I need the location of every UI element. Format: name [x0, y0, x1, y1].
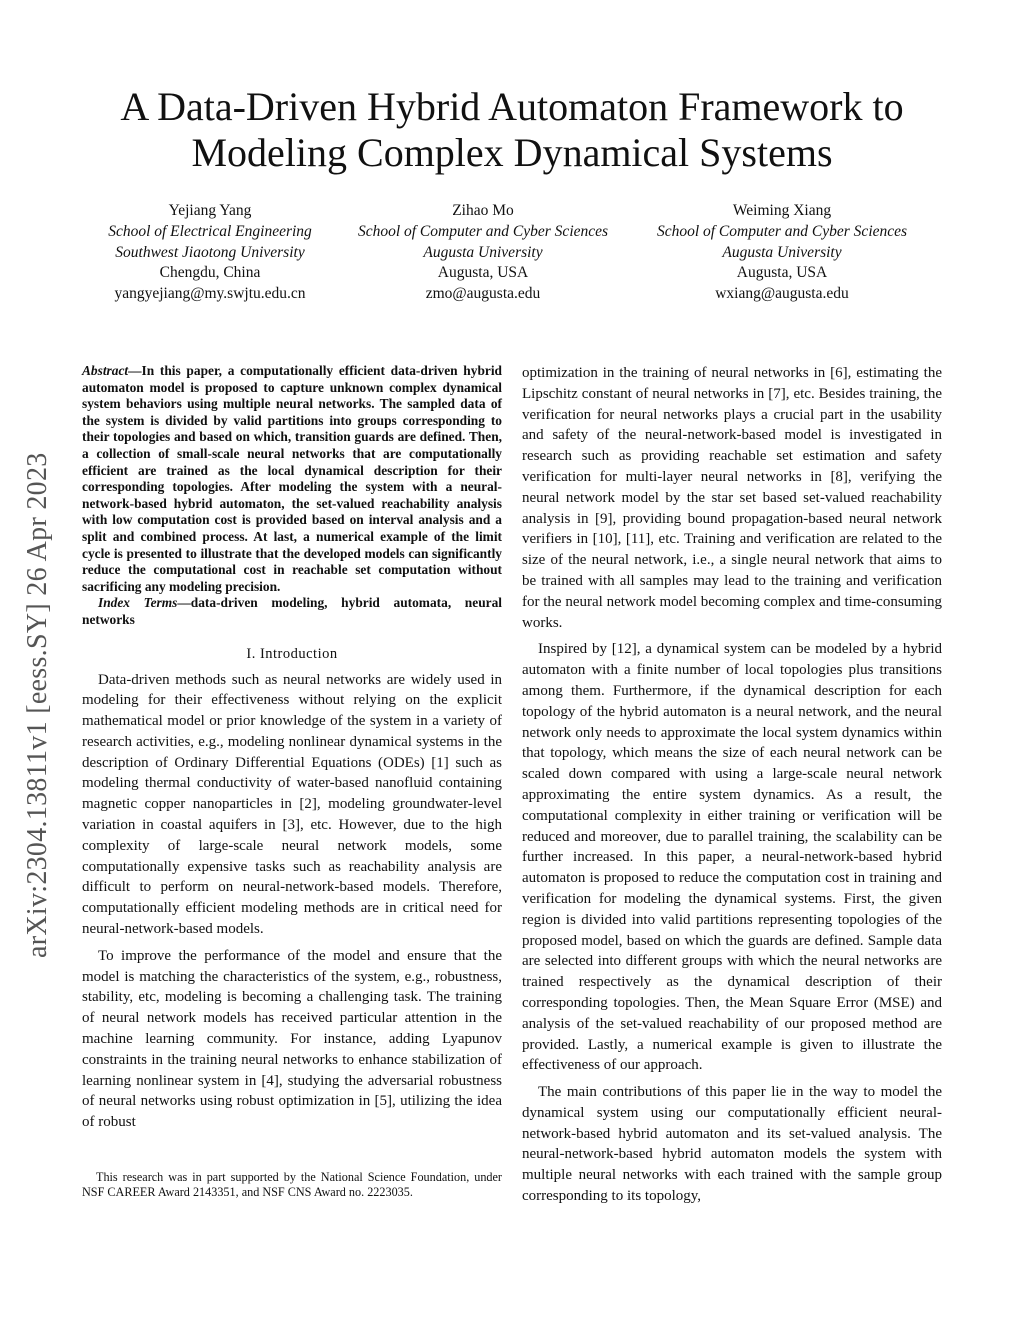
author-2 [338, 201, 628, 305]
section-heading-introduction: I. Introduction [246, 645, 338, 662]
title-line-2: Modeling Complex Dynamical Systems [191, 130, 833, 175]
right-paragraph-1: optimization in the training of neural networks in [6], estimating the Lipschitz constant of neural networks in [7], etc. Besides training, the verification for neural networks plays a crucial part in the usability and safety of the neural-network-based model is investigated in research such as providing reachable set estimation and safety verification for multi-layer neural networks in [8], verifying the neural network model by the star set based set-valued reachability analysis in [9], providing bound propagation-based neural network verifiers in [10], [11], etc. Training and verification are related to the size of the neural network, i.e., a single neural network that aims to be trained with all samples may lead to the training and verification for the neural network model becoming complex and time-consuming works. [522, 365, 942, 631]
arxiv-identifier: arXiv:2304.13811v1 [eess.SY] 26 Apr 2023 [22, 452, 53, 958]
author-institution: Augusta University [423, 243, 543, 261]
author-location: Augusta, USA [437, 264, 529, 282]
author-email[interactable]: yangyejiang@my.swjtu.edu.cn [114, 285, 306, 303]
index-terms-label: Index Terms [98, 595, 178, 611]
intro-paragraph-2: To improve the performance of the model and ensure that the model is matching the characteristics of the system, e.g., robustness, stability, etc, modeling is becoming a challenging task. The training of neural network models has received particular attention in the machine learning community. For instance, adding Lyapunov constraints in the training neural networks to enhance stabilization of learning nonlinear system in [4], studying the adversarial robustness of neural networks using robust optimization in [5], utilizing the idea of robust [82, 947, 502, 1131]
author-name: Yejiang Yang [168, 202, 252, 219]
paper-title [60, 84, 964, 176]
index-terms-text: —data-driven modeling, hybrid automata, neural networks [82, 595, 503, 627]
right-paragraph-2: Inspired by [12], a dynamical system can be modeled by a hybrid automaton with a finite number of local topologies plus transitions among them. Furthermore, if the dynamical description for each topology of the hybrid automaton is a neural network, and the neural network only needs to approximate the local system dynamics within that topology, which means the size of each neural network can be scaled down compared with using a large-scale neural network approximating the entire system dynamics. As a result, the computational complexity in either training or verification will be reduced and moreover, due to parallel training, the scalability can be further increased. In this paper, a neural-network-based hybrid automaton is proposed to reduce the computation cost in training and verification for modeling the dynamical systems. First, the given region is divided into valid partitions representing topologies of the proposed model, based on which the guards are defined. Sample data are selected into different groups with which the neural networks are trained respectively as the dynamical description of their corresponding topologies. Then, the Mean Square Error (MSE) and analysis of the set-valued reachability of our proposed method are provided. Lastly, a numerical example is given to illustrate the effectiveness of our approach. [522, 641, 942, 1074]
index-terms [82, 595, 502, 628]
author-institution: Southwest Jiaotong University [115, 243, 305, 261]
right-column [522, 363, 942, 1207]
author-location: Chengdu, China [159, 264, 261, 282]
right-paragraph-3: The main contributions of this paper lie in the way to model the dynamical system using our computationally efficient neural-network-based hybrid automaton and its set-valued analysis. The neural-network-based hybrid automaton models the system with multiple neural networks with each trained with the sample group corresponding to its topology, [522, 1084, 942, 1205]
abstract-text: —In this paper, a computationally efficient data-driven hybrid automaton model is proposed to capture unknown complex dynamical system behaviors using multiple neural networks. The sampled data of the system is divided by valid partitions into groups corresponding to their topologies and based on which, transition guards are defined. Then, a collection of small-scale neural networks that are computationally efficient are trained as the local dynamical description for their corresponding topologies. After modeling the system with a neural-network-based hybrid automaton, the set-valued reachability analysis with low computation cost is provided based on interval analysis and a split and combined process. At last, a numerical example of the limit cycle is presented to illustrate that the developed models can significantly reduce the computational cost in reachable set computation without sacrificing any modeling precision. [82, 363, 502, 594]
author-affiliation: School of Computer and Cyber Sciences [656, 222, 908, 240]
abstract-label: Abstract [82, 363, 129, 378]
abstract [82, 363, 502, 595]
author-affiliation: School of Electrical Engineering [108, 222, 312, 240]
funding-footnote: This research was in part supported by the National Science Foundation, under NSF CAREER Award 2143351, and NSF CNS Award no. 2223035. [82, 1170, 502, 1199]
author-location: Augusta, USA [736, 264, 828, 282]
author-institution: Augusta University [722, 243, 842, 261]
author-3 [636, 201, 928, 305]
author-name: Weiming Xiang [732, 202, 832, 219]
author-affiliation: School of Computer and Cyber Sciences [357, 222, 609, 240]
title-line-1: A Data-Driven Hybrid Automaton Framework to [120, 84, 904, 129]
author-email[interactable]: zmo@augusta.edu [425, 285, 541, 303]
left-column [82, 363, 502, 1133]
intro-paragraph-1: Data-driven methods such as neural networks are widely used in modeling for their effectiveness without relying on the explicit mathematical model or prior knowledge of the system in a variety of research activities, e.g., modeling nonlinear dynamical systems in the description of Ordinary Differential Equations (ODEs) [1] such as modeling thermal conductivity of water-based nanofluid containing magnetic copper nanoparticles in [2], modeling groundwater-level variation in coastal aquifers in [3], etc. However, due to the high complexity of large-scale neural network models, some computationally expensive tasks such as reachability analysis are difficult to perform on neural-network-based models. Therefore, computationally efficient modeling methods are in critical need for neural-network-based models. [82, 671, 502, 938]
author-name: Zihao Mo [452, 202, 514, 219]
author-email[interactable]: wxiang@augusta.edu [715, 285, 849, 303]
author-1 [92, 201, 328, 305]
